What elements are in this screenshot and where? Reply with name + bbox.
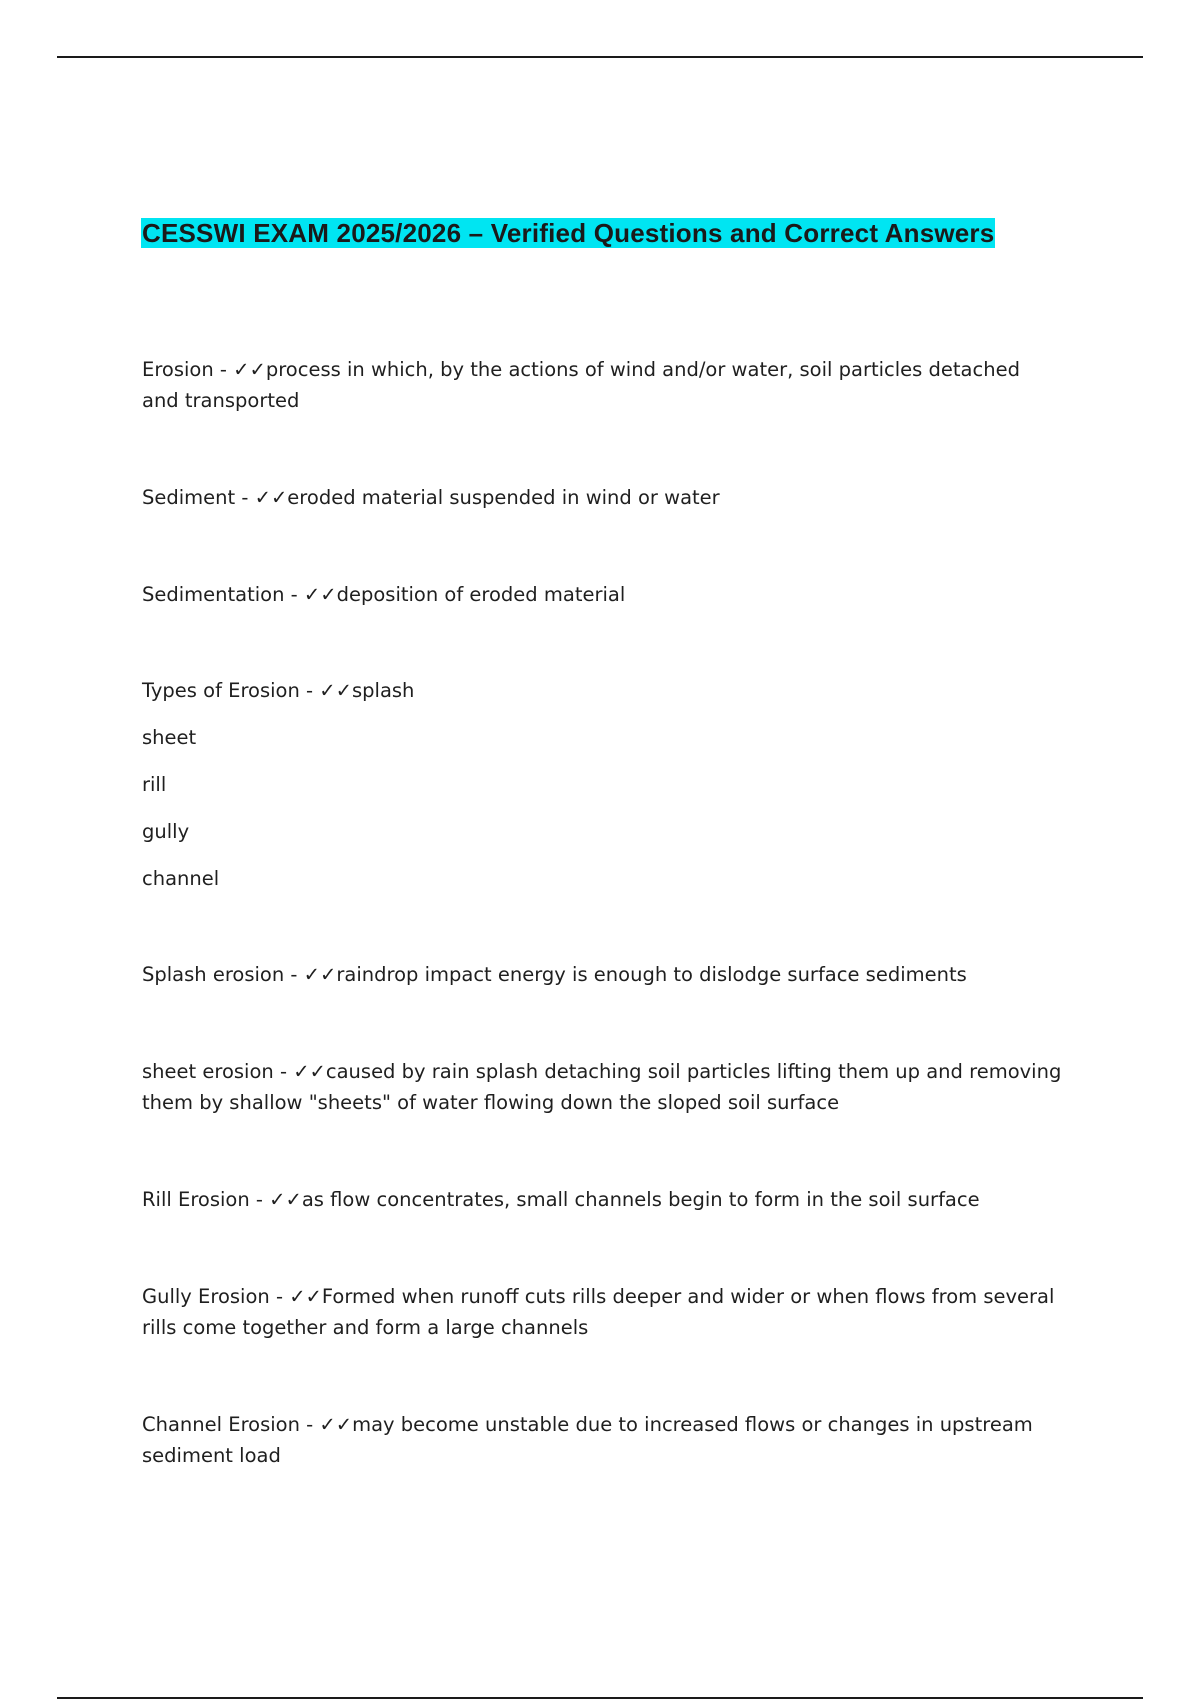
qa-entry-rill-erosion xyxy=(142,1184,1062,1215)
qa-entry-sedimentation xyxy=(142,579,1062,610)
entry-term: Rill Erosion xyxy=(142,1188,250,1211)
double-check-icon: ✓✓ xyxy=(319,679,352,702)
entry-term: Channel Erosion xyxy=(142,1413,300,1436)
entry-term: Types of Erosion xyxy=(142,679,300,702)
double-check-icon: ✓✓ xyxy=(254,486,288,509)
entry-separator: - xyxy=(273,1060,294,1083)
erosion-type-item: rill xyxy=(142,773,167,796)
entry-separator: - xyxy=(284,583,304,606)
entry-term: Sediment xyxy=(142,486,236,509)
entry-definition: as flow concentrates, small channels begin to form in the soil surface xyxy=(301,1188,980,1211)
qa-entry-sheet-erosion xyxy=(142,1056,1062,1118)
double-check-icon: ✓✓ xyxy=(293,1060,326,1083)
entry-separator: - xyxy=(284,963,304,986)
title-highlight: CESSWI EXAM 2025/2026 – Verified Questions and Correct Answers xyxy=(142,218,995,248)
qa-entry-sediment xyxy=(142,482,1062,513)
entry-separator: - xyxy=(249,1188,270,1211)
qa-entry-splash-erosion xyxy=(142,959,1062,990)
entry-separator: - xyxy=(299,679,320,702)
entry-definition: may become unstable due to increased flows or changes in upstream sediment load xyxy=(142,1413,1033,1467)
entry-definition: deposition of eroded material xyxy=(336,583,626,606)
entry-term: sheet erosion xyxy=(142,1060,274,1083)
entry-definition: Formed when runoff cuts rills deeper and wider or when flows from several rills come together and form a large channels xyxy=(142,1285,1055,1339)
double-check-icon: ✓✓ xyxy=(233,358,266,381)
erosion-type-item: gully xyxy=(142,820,190,843)
double-check-icon: ✓✓ xyxy=(303,963,337,986)
qa-entry-erosion xyxy=(142,354,1062,416)
qa-entry-types-of-erosion xyxy=(142,675,1062,706)
entry-separator: - xyxy=(269,1285,290,1308)
entry-term: Splash erosion xyxy=(142,963,285,986)
entry-definition: eroded material suspended in wind or water xyxy=(287,486,720,509)
entry-definition: process in which, by the actions of wind and/or water, soil particles detached and transported xyxy=(142,358,1020,412)
top-rule xyxy=(57,56,1143,58)
double-check-icon: ✓✓ xyxy=(289,1285,322,1308)
document-title xyxy=(141,214,1041,253)
double-check-icon: ✓✓ xyxy=(303,583,337,606)
entry-term: Gully Erosion xyxy=(142,1285,270,1308)
entry-term: Sedimentation xyxy=(142,583,285,606)
double-check-icon: ✓✓ xyxy=(269,1188,302,1211)
entry-term: Erosion xyxy=(142,358,214,381)
entry-separator: - xyxy=(235,486,255,509)
bottom-rule xyxy=(57,1697,1143,1699)
erosion-type-item: sheet xyxy=(142,726,197,749)
entry-definition: caused by rain splash detaching soil particles lifting them up and removing them by shallow "sheets" of water flowing down the sloped soil surface xyxy=(142,1060,1062,1114)
entry-separator: - xyxy=(299,1413,320,1436)
double-check-icon: ✓✓ xyxy=(319,1413,353,1436)
qa-entry-channel-erosion xyxy=(142,1409,1062,1471)
entry-definition: splash xyxy=(351,679,415,702)
qa-entry-gully-erosion xyxy=(142,1281,1062,1343)
entry-definition: raindrop impact energy is enough to dislodge surface sediments xyxy=(336,963,967,986)
erosion-type-item: channel xyxy=(142,867,220,890)
entry-separator: - xyxy=(213,358,234,381)
